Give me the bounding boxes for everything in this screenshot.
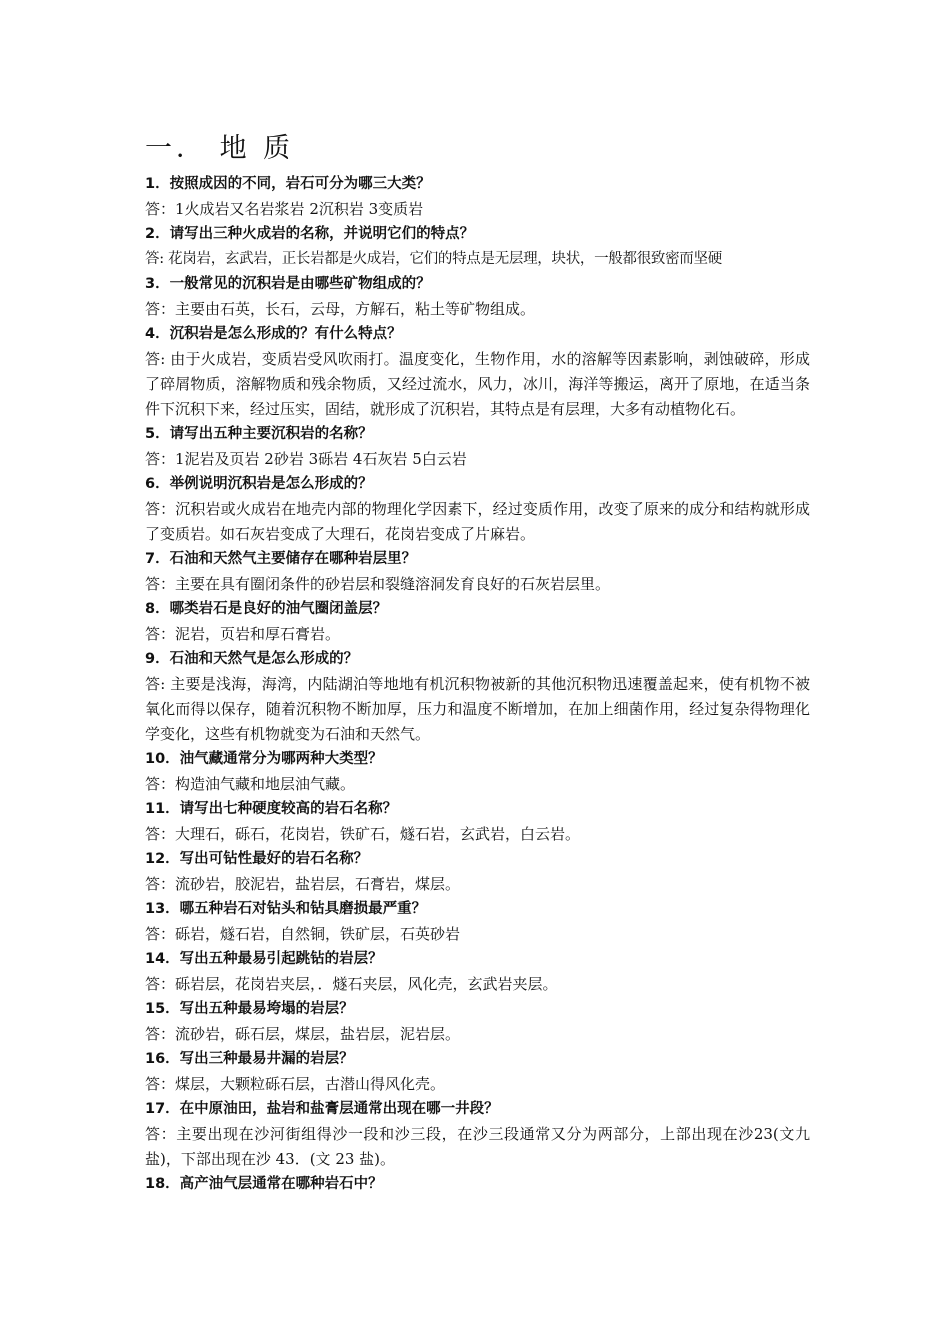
question: 6．举例说明沉积岩是怎么形成的？ xyxy=(145,476,373,492)
question: 7．石油和天然气主要储存在哪种岩层里？ xyxy=(145,551,417,567)
answer: 答：大理石，砾石，花岗岩，铁矿石，燧石岩，玄武岩，白云岩。 xyxy=(145,825,581,843)
question: 13．哪五种岩石对钻头和钻具磨损最严重？ xyxy=(145,901,427,917)
answer: 答：构造油气藏和地层油气藏。 xyxy=(145,775,356,793)
question: 8．哪类岩石是良好的油气圈闭盖层？ xyxy=(145,601,388,617)
qa-item-16 xyxy=(145,1047,810,1097)
document-page xyxy=(145,128,810,1197)
answer: 答：1泥岩及页岩 2砂岩 3砾岩 4石灰岩 5白云岩 xyxy=(145,450,467,468)
question: 10．油气藏通常分为哪两种大类型？ xyxy=(145,751,383,767)
question: 1．按照成因的不同，岩石可分为哪三大类？ xyxy=(145,176,431,192)
question: 9．石油和天然气是怎么形成的？ xyxy=(145,651,359,667)
question: 4．沉积岩是怎么形成的？有什么特点？ xyxy=(145,326,402,342)
question: 5．请写出五种主要沉积岩的名称？ xyxy=(145,426,373,442)
question: 11．请写出七种硬度较高的岩石名称？ xyxy=(145,801,398,817)
answer: 答：1火成岩又名岩浆岩 2沉积岩 3变质岩 xyxy=(145,200,424,218)
qa-item-18 xyxy=(145,1172,810,1197)
answer: 答: 由于火成岩，变质岩受风吹雨打。温度变化，生物作用，水的溶解等因素影响，剥蚀破碎，形成了碎屑物质，溶解物质和残余物质，又经过流水，风力，冰川，海洋等搬运，离开了原地，在适当条件下沉积下来，经过压实，固结，就形成了沉积岩，其特点是有层理，大多有动植物化石。 xyxy=(145,350,810,418)
answer: 答：泥岩，页岩和厚石膏岩。 xyxy=(145,625,341,643)
answer: 答：煤层，大颗粒砾石层，古潜山得风化壳。 xyxy=(145,1075,446,1093)
answer: 答：主要出现在沙河街组得沙一段和沙三段，在沙三段通常又分为两部分，上部出现在沙23(文九盐)，下部出现在沙 43．(文 23 盐)。 xyxy=(145,1125,810,1168)
question: 2．请写出三种火成岩的名称，并说明它们的特点？ xyxy=(145,226,475,242)
answer: 答：流砂岩，砾石层，煤层，盐岩层，泥岩层。 xyxy=(145,1025,461,1043)
question: 17．在中原油田，盐岩和盐膏层通常出现在哪一井段？ xyxy=(145,1101,499,1117)
qa-item-7 xyxy=(145,547,810,597)
answer: 答：沉积岩或火成岩在地壳内部的物理化学因素下，经过变质作用，改变了原来的成分和结构就形成了变质岩。如石灰岩变成了大理石，花岗岩变成了片麻岩。 xyxy=(145,500,810,543)
qa-item-10 xyxy=(145,747,810,797)
question: 18．高产油气层通常在哪种岩石中？ xyxy=(145,1176,383,1192)
qa-item-3 xyxy=(145,272,810,322)
answer: 答: 花岗岩，玄武岩，正长岩都是火成岩，它们的特点是无层理，块状，一般都很致密而坚硬 xyxy=(145,251,722,267)
question: 16．写出三种最易井漏的岩层？ xyxy=(145,1051,354,1067)
qa-item-1 xyxy=(145,172,810,222)
qa-item-9 xyxy=(145,647,810,747)
answer: 答：主要在具有圈闭条件的砂岩层和裂缝溶洞发育良好的石灰岩层里。 xyxy=(145,575,611,593)
qa-item-2 xyxy=(145,222,810,272)
answer: 答：砾岩，燧石岩，自然铜，铁矿层，石英砂岩 xyxy=(145,925,461,943)
answer: 答：流砂岩，胶泥岩，盐岩层，石膏岩，煤层。 xyxy=(145,875,461,893)
qa-item-15 xyxy=(145,997,810,1047)
qa-item-12 xyxy=(145,847,810,897)
qa-item-11 xyxy=(145,797,810,847)
answer: 答: 主要是浅海，海湾，内陆湖泊等地地有机沉积物被新的其他沉积物迅速覆盖起来，使有机物不被氧化而得以保存，随着沉积物不断加厚，压力和温度不断增加，在加上细菌作用，经过复杂得物理化学变化，这些有机物就变为石油和天然气。 xyxy=(145,675,810,743)
qa-item-6 xyxy=(145,472,810,547)
answer: 答：主要由石英，长石，云母，方解石，粘土等矿物组成。 xyxy=(145,300,536,318)
qa-item-14 xyxy=(145,947,810,997)
answer: 答：砾岩层，花岗岩夹层，．燧石夹层，风化壳，玄武岩夹层。 xyxy=(145,975,558,993)
question: 3．一般常见的沉积岩是由哪些矿物组成的？ xyxy=(145,276,431,292)
qa-item-5 xyxy=(145,422,810,472)
qa-item-4 xyxy=(145,322,810,422)
question: 12．写出可钻性最好的岩石名称？ xyxy=(145,851,369,867)
qa-item-17 xyxy=(145,1097,810,1172)
question: 14．写出五种最易引起跳钻的岩层？ xyxy=(145,951,383,967)
question: 15．写出五种最易垮塌的岩层？ xyxy=(145,1001,354,1017)
qa-item-13 xyxy=(145,897,810,947)
qa-item-8 xyxy=(145,597,810,647)
section-title: 一． 地 质 xyxy=(145,133,295,164)
